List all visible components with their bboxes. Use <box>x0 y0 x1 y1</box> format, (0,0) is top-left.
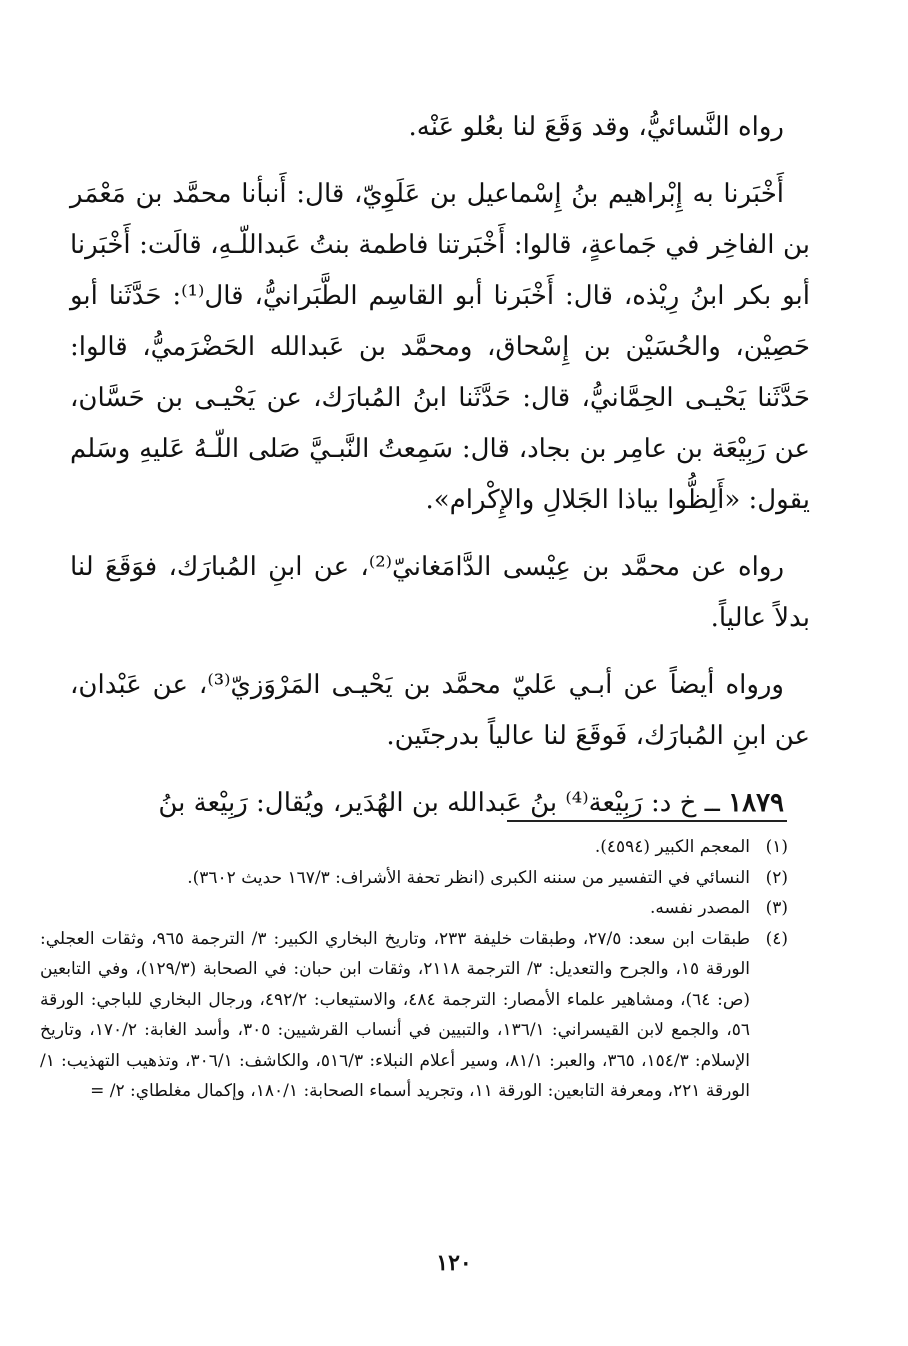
footnote-text: المعجم الكبير (٤٥٩٤). <box>594 837 750 857</box>
footnotes <box>40 832 788 1107</box>
entry-text: ــ خ د: رَبِيْعة⁽⁴⁾ بنُ عَبدالله بن الهُدَير، ويُقال: رَبِيْعة بنُ <box>158 788 720 818</box>
main-text <box>70 102 810 845</box>
paragraph-4: ورواه أيضاً عن أبـي عَليّ محمَّد بن يَحْيـى المَرْوَزيّ⁽³⁾، عن عَبْدان، عن ابنِ المُبارَك، فَوقَعَ لنا عالياً بدرجتَين. <box>70 670 810 751</box>
footnote-marker: (١) <box>765 837 788 857</box>
paragraph-2: أَخْبَرنا به إِبْراهيم بنُ إِسْماعيل بن عَلَوِيّ، قال: أَنبأنا محمَّد بن مَعْمَر بن الفاخِر في جَماعةٍ، قالوا: أَخْبَرتنا فاطمة بنتُ عَبداللّـهِ، قالَت: أَخْبَرنا أبو بكر ابنُ رِيْذه، قال: أَخْبَرنا أبو القاسِم الطَّبَرانيُّ، قال⁽¹⁾: حَدَّثَنا أبو حَصِيْن، والحُسَيْن بن إِسْحاق، ومحمَّد بن عَبدالله الحَضْرَميُّ، قالوا: حَدَّثَنا يَحْيـى الحِمَّانيُّ، قال: حَدَّثَنا ابنُ المُبارَك، عن يَحْيـى بن حَسَّان، عن رَبِيْعَة بن عامِر بن بجاد، قال: سَمِعتُ النَّبـيَّ صَلى اللّـهُ عَليهِ وسَلم يقول: «أَلِظُّوا بياذا الجَلالِ والإِكْرام». <box>70 179 810 515</box>
paragraph-3: رواه عن محمَّد بن عِيْسى الدَّامَغانيّ⁽²⁾، عن ابنِ المُبارَك، فوَقَعَ لنا بدلاً عالياً. <box>70 552 810 633</box>
footnote-separator <box>507 820 787 822</box>
paragraph-1: رواه النَّسائيُّ، وقد وَقَعَ لنا بعُلو عَنْه. <box>408 112 784 142</box>
footnote-item <box>40 924 788 1107</box>
footnote-marker: (٤) <box>765 928 788 949</box>
footnote-item <box>40 893 788 924</box>
page-number: ١٢٠ <box>436 1250 472 1276</box>
footnote-marker: (٣) <box>765 898 788 918</box>
footnote-text: المصدر نفسه. <box>649 898 750 918</box>
footnote-text: طبقات ابن سعد: ٢٧/٥، وطبقات خليفة ٢٣٣، وتاريخ البخاري الكبير: ٣/ الترجمة ٩٦٥، وثقات العجلي: الورقة ١٥، والجرح والتعديل: ٣/ الترجمة ٢١١٨، وثقات ابن حبان: في الصحابة (١٢٩/٣)، وفي التابعين (ص: ٦٤)، ومشاهير علماء الأمصار: الترجمة ٤٨٤، والاستيعاب: ٤٩٢/٢، ورجال البخاري للباجي: الورقة ٥٦، والجمع لابن القيسراني: ١٣٦/١، والتبيين في أنساب القرشيين: ٣٠٥، وأسد الغابة: ١٧٠/٢، وتاريخ الإسلام: ١٥٤/٣، ٣٦٥، والعبر: ٨١/١، وسير أعلام النبلاء: ٥١٦/٣، والكاشف: ٣٠٦/١، وتذهيب التهذيب: ١/ الورقة ٢٢١، ومعرفة التابعين: الورقة ١١، وتجريد أسماء الصحابة: ١٨٠/١، وإكمال مغلطاي: ٢/ = <box>40 928 751 1101</box>
entry-number: ١٨٧٩ <box>728 788 784 818</box>
footnote-text: النسائي في التفسير من سننه الكبرى (انظر تحفة الأشراف: ١٦٧/٣ حديث ٣٦٠٢). <box>187 867 750 888</box>
footnote-item <box>40 863 788 894</box>
footnote-marker: (٢) <box>765 867 788 888</box>
footnote-item <box>40 832 788 863</box>
